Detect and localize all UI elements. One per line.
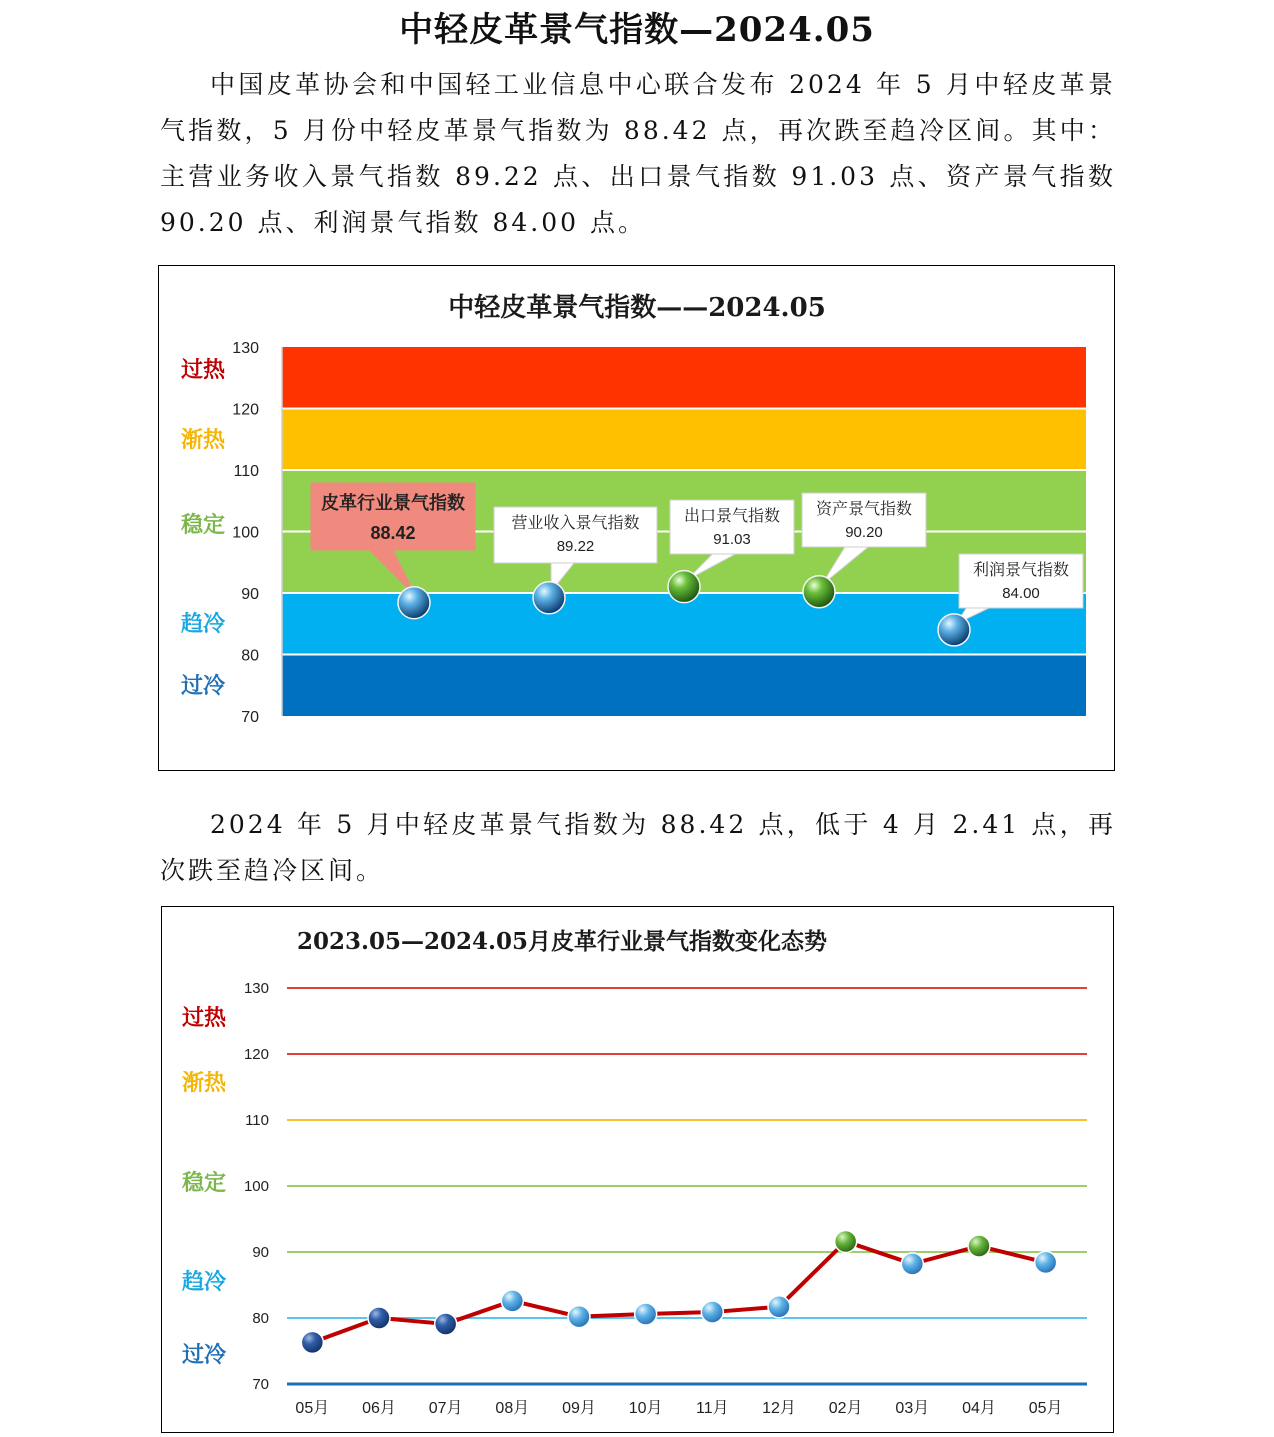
y-tick-label: 130: [232, 340, 259, 357]
x-tick-label: 08月: [495, 1400, 530, 1417]
index-chart-box: [158, 265, 1115, 771]
chart1-title: 中轻皮革景气指数——2024.05: [448, 293, 826, 323]
intro-paragraph: 中国皮革协会和中国轻工业信息中心联合发布 2024 年 5 月中轻皮革景气指数，5 月份中轻皮革景气指数为 88.42 点，再次跌至趋冷区间。其中：主营业务收入景气指数 89.22 点、出口景气指数 91.03 点、资产景气指数 90.20 点、利润景气指数 84.00 点。: [160, 70, 1116, 237]
zone-label: 稳定: [182, 1170, 227, 1196]
x-tick-label: 12月: [762, 1400, 796, 1417]
x-tick-label: 05月: [295, 1400, 330, 1417]
data-point: [701, 1301, 723, 1323]
point-value-label: 89.22: [556, 538, 595, 555]
y-tick-label: 110: [245, 1112, 269, 1129]
summary-paragraph: 2024 年 5 月中轻皮革景气指数为 88.42 点，低于 4 月 2.41 点，再次跌至趋冷区间。: [160, 810, 1116, 885]
data-point: [568, 1306, 590, 1328]
zone-label: 过热: [181, 357, 226, 383]
point-value-label: 88.42: [370, 523, 416, 543]
zone-band-1: [282, 409, 1086, 471]
y-tick-label: 70: [241, 709, 259, 726]
y-tick-label: 70: [252, 1376, 269, 1393]
y-tick-label: 110: [233, 463, 259, 480]
y-tick-label: 120: [243, 1046, 269, 1063]
point-label: 利润景气指数: [972, 562, 1070, 579]
zone-label: 趋冷: [182, 1269, 227, 1295]
y-tick-label: 90: [252, 1244, 269, 1261]
index-chart: [159, 266, 1114, 770]
data-point: [968, 1235, 990, 1257]
y-tick-label: 120: [232, 401, 259, 419]
zone-label: 趋冷: [181, 611, 226, 637]
zone-label: 渐热: [181, 427, 226, 453]
x-tick-label: 07月: [428, 1400, 463, 1417]
x-tick-label: 09月: [562, 1400, 596, 1417]
zone-label: 稳定: [181, 512, 226, 538]
x-tick-label: 10月: [628, 1400, 663, 1417]
data-point: [501, 1290, 523, 1312]
data-point: [803, 576, 835, 608]
data-point: [368, 1307, 390, 1329]
data-point: [835, 1230, 857, 1252]
trend-chart-box: [161, 906, 1114, 1433]
zone-label: 过热: [182, 1005, 227, 1031]
trend-chart: [162, 907, 1113, 1432]
zone-band-0: [282, 347, 1086, 409]
y-tick-label: 130: [243, 980, 269, 997]
x-tick-label: 05月: [1028, 1400, 1063, 1417]
y-tick-label: 90: [241, 586, 259, 603]
y-tick-label: 80: [252, 1310, 269, 1327]
trend-line: [312, 1241, 1045, 1342]
zone-band-4: [282, 655, 1086, 717]
y-tick-label: 100: [243, 1178, 269, 1195]
data-point: [533, 582, 565, 614]
x-tick-label: 06月: [362, 1400, 396, 1417]
data-point: [768, 1296, 790, 1318]
zone-label: 过冷: [182, 1342, 227, 1368]
data-point: [435, 1313, 457, 1335]
point-value-label: 90.20: [845, 524, 883, 541]
x-tick-label: 11月: [696, 1400, 729, 1417]
data-point: [938, 614, 970, 646]
data-point: [1035, 1251, 1057, 1273]
x-tick-label: 02月: [828, 1400, 863, 1417]
data-point: [668, 571, 700, 603]
data-point: [398, 587, 430, 619]
data-point: [635, 1303, 657, 1325]
zone-label: 过冷: [181, 673, 226, 699]
point-value-label: 91.03: [713, 531, 751, 548]
point-label: 皮革行业景气指数: [321, 493, 465, 513]
point-value-label: 84.00: [1002, 585, 1040, 602]
data-point: [301, 1331, 323, 1353]
chart2-title: 2023.05—2024.05月皮革行业景气指数变化态势: [296, 928, 828, 955]
x-tick-label: 04月: [962, 1400, 996, 1417]
page-title: 中轻皮革景气指数—2024.05: [399, 10, 875, 50]
zone-label: 渐热: [182, 1070, 227, 1096]
point-label: 资产景气指数: [815, 501, 913, 518]
point-label: 营业收入景气指数: [511, 515, 640, 532]
point-label: 出口景气指数: [683, 508, 781, 525]
data-point: [901, 1253, 923, 1275]
y-tick-label: 80: [241, 647, 259, 665]
y-tick-label: 100: [232, 524, 259, 542]
x-tick-label: 03月: [895, 1400, 930, 1417]
